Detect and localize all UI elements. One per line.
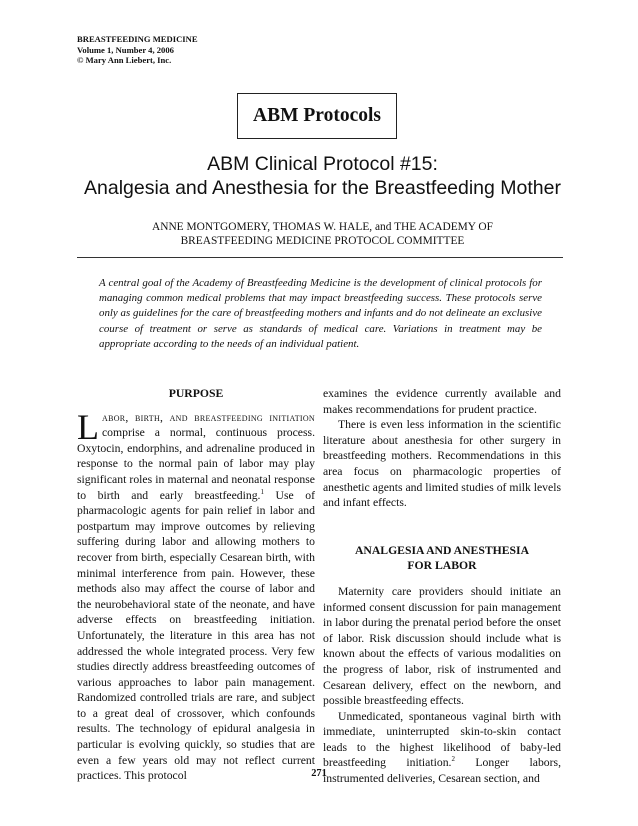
- left-column: [77, 386, 315, 784]
- right-column: [323, 386, 561, 787]
- purpose-paragraph: [77, 406, 315, 784]
- journal-name: BREASTFEEDING MEDICINE: [77, 34, 198, 44]
- purpose-lead-in: abor, birth, and breastfeeding initiation: [102, 410, 315, 424]
- purpose-text-b: Use of pharmacologic agents for pain relief in labor and postpartum may improve outcomes by relieving suffering during labor and allowing mothers to recover from birth, especially Cesarean birth, with minimal interference from pain. However, these methods also may affect the course of labor and the neurobehavioral state of the neonate, and have adverse effects on breastfeeding initiation. Unfortunately, the literature in this area has not addressed the whole integrated process. Very few studies directly address breastfeeding outcomes of various approaches to labor pain management. Randomized controlled trials are rare, and subject to a great deal of crossover, which confounds results. The technology of epidural analgesia in particular is evolving quickly, so studies that are even a few years old may not reflect current practices. This protocol: [77, 488, 315, 783]
- journal-volume: Volume 1, Number 4, 2006: [77, 44, 174, 55]
- anesthesia-paragraph: There is even less information in the scientific literature about anesthesia for other surgery in breastfeeding mothers. Recommendations in this area focus on pharmacologic properties of anesthetic agents and limited studies of milk levels and infant effects.: [323, 418, 561, 510]
- title-line-2: Analgesia and Anesthesia for the Breastfeeding Mother: [84, 177, 561, 199]
- journal-copyright: © Mary Ann Liebert, Inc.: [77, 55, 172, 65]
- reference-1: 1: [260, 487, 264, 496]
- article-title: [60, 152, 585, 200]
- title-line-1: ABM Clinical Protocol #15:: [207, 153, 438, 175]
- section-badge: ABM Protocols: [237, 93, 397, 139]
- purpose-heading: PURPOSE: [168, 387, 224, 400]
- drop-cap: L: [77, 406, 99, 447]
- consent-paragraph: Maternity care providers should initiate an informed consent discussion for pain management in labor during the prenatal period before the onset of labor. Risk discussion should include what is known about the effects of various modalities on the progress of labor, risk of instrumented and Cesarean delivery, effect on the newborn, and possible breastfeeding effects.: [323, 584, 561, 708]
- unmedicated-text-a: Unmedicated, spontaneous vaginal birth with immediate, uninterrupted skin-to-skin contact leads to the highest likelihood of baby-led breastfeeding initiation.: [323, 709, 561, 770]
- purpose-continuation: examines the evidence currently available and makes recommendations for prudent practice.: [323, 387, 561, 416]
- reference-2: 2: [451, 755, 455, 764]
- journal-info: [77, 34, 198, 66]
- purpose-text-a: comprise a normal, continuous process. Oxytocin, endorphins, and adrenaline produced in response to the normal pain of labor may play significant roles in maternal and neonatal response to birth and early breastfeeding.: [77, 426, 315, 502]
- labor-heading-line-1: ANALGESIA AND ANESTHESIA: [354, 543, 530, 557]
- labor-heading-line-2: FOR LABOR: [407, 559, 477, 573]
- page-number: 271: [311, 768, 327, 779]
- header-divider: [77, 257, 563, 258]
- unmedicated-text-b: Longer labors, instrumented deliveries, Cesarean section, and: [323, 756, 562, 786]
- author-list: [80, 221, 565, 248]
- labor-heading: [323, 543, 561, 574]
- abstract: A central goal of the Academy of Breastfeeding Medicine is the development of clinical protocols for managing common medical problems that may impact breastfeeding success. These protocols serve only as guidelines for the care of breastfeeding mothers and infants and do not delineate an exclusive course of treatment or serve as standards of medical care. Variations in treatment may be appropriate according to the needs of an individual patient.: [99, 277, 542, 350]
- authors-line-2: BREASTFEEDING MEDICINE PROTOCOL COMMITTEE: [180, 234, 465, 247]
- authors-line-1: ANNE MONTGOMERY, THOMAS W. HALE, and THE ACADEMY OF: [152, 221, 493, 233]
